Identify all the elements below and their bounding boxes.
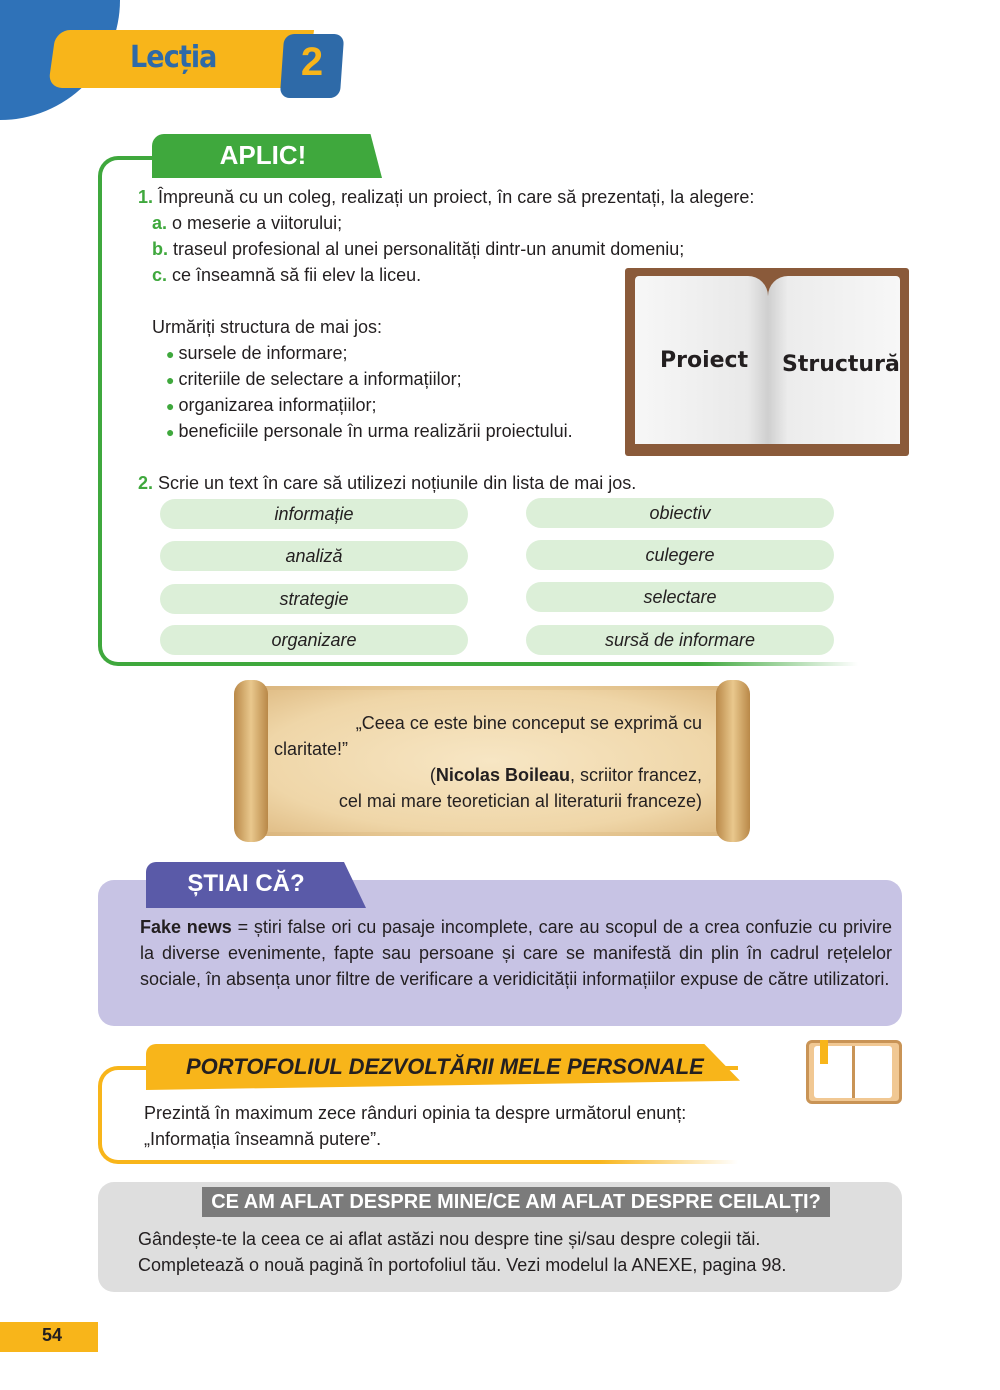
aplic-title: APLIC!: [219, 140, 307, 170]
lesson-label: Lecția: [130, 40, 217, 75]
quote-author: Nicolas Boileau: [435, 765, 570, 785]
task1: [138, 184, 754, 210]
stiai-term: Fake news: [140, 917, 232, 937]
book-right-word: Structură: [782, 352, 900, 377]
portofoliu-title: PORTOFOLIUL DEZVOLTĂRII MELE PERSONALE: [186, 1054, 704, 1079]
portofoliu-line2: „Informația înseamnă putere”.: [144, 1129, 382, 1149]
quote-line2: claritate!”: [274, 739, 349, 759]
task1-text: Împreună cu un coleg, realizați un proiect, în care să prezentați, la alegere:: [158, 187, 755, 207]
stiai-title: ȘTIAI CĂ?: [187, 870, 305, 897]
portofoliu-line1: Prezintă în maximum zece rânduri opinia ta despre următorul enunț:: [144, 1103, 687, 1123]
bullet-icon: ●: [166, 372, 175, 388]
lesson-number: 2: [300, 40, 324, 84]
scroll-roll-left: [234, 680, 268, 842]
structure-item: ● sursele de informare;: [166, 343, 348, 363]
structure-item: ● beneficiile personale în urma realizării proiectului.: [166, 421, 573, 441]
quote-attribution: (Nicolas Boileau, scriitor francez,: [429, 765, 702, 785]
quote-line1: „Ceea ce este bine conceput se exprimă cu: [355, 713, 702, 733]
task2-text: Scrie un text în care să utilizezi noțiunile din lista de mai jos.: [158, 473, 637, 493]
ceam-line1: Gândește-te la ceea ce ai aflat astăzi nou despre tine și/sau despre colegii tăi.: [138, 1229, 761, 1249]
term-pill: culegere: [526, 540, 834, 570]
ceam-line2: Completează o nouă pagină în portofoliul tău. Vezi modelul la ANEXE, pagina 98.: [138, 1255, 787, 1275]
task1-number: 1.: [138, 187, 154, 207]
bullet-icon: ●: [166, 424, 175, 440]
task2-number: 2.: [138, 473, 154, 493]
task1-option-b: b. traseul profesional al unei personalități dintr-un anumit domeniu;: [152, 239, 685, 259]
stiai-text: Fake news = știri false ori cu pasaje incomplete, care au scopul de a crea confuzie cu privire la diverse evenimente, fapte sau persoane și care se manifestă din plin în cadrul rețelelor sociale, în absența unor filtre de verificare a veridicității informațiilor expuse de către utilizatori.: [140, 917, 893, 989]
term-pill: strategie: [160, 584, 468, 614]
task1-option-a: a. o meserie a viitorului;: [152, 213, 343, 233]
ceam-title: CE AM AFLAT DESPRE MINE/CE AM AFLAT DESPRE CEILALȚI?: [211, 1191, 821, 1213]
scroll-roll-right: [716, 680, 750, 842]
book-left-word: Proiect: [660, 348, 749, 373]
quote-attribution-line2: cel mai mare teoretician al literaturii franceze): [338, 791, 702, 811]
term-pill: obiectiv: [526, 498, 834, 528]
term-pill: organizare: [160, 625, 468, 655]
term-pill: analiză: [160, 541, 468, 571]
structure-item: ● organizarea informațiilor;: [166, 395, 377, 415]
structure-item: ● criteriile de selectare a informațiilor;: [166, 369, 462, 389]
term-pill: selectare: [526, 582, 834, 612]
term-pill: informație: [160, 499, 468, 529]
task1-option-c: c. ce înseamnă să fii elev la liceu.: [152, 265, 422, 285]
task2: [138, 470, 636, 496]
page-number: 54: [42, 1325, 63, 1345]
bullet-icon: ●: [166, 398, 175, 414]
bullet-icon: ●: [166, 346, 175, 362]
structure-intro: Urmăriți structura de mai jos:: [152, 317, 383, 337]
term-pill: sursă de informare: [526, 625, 834, 655]
